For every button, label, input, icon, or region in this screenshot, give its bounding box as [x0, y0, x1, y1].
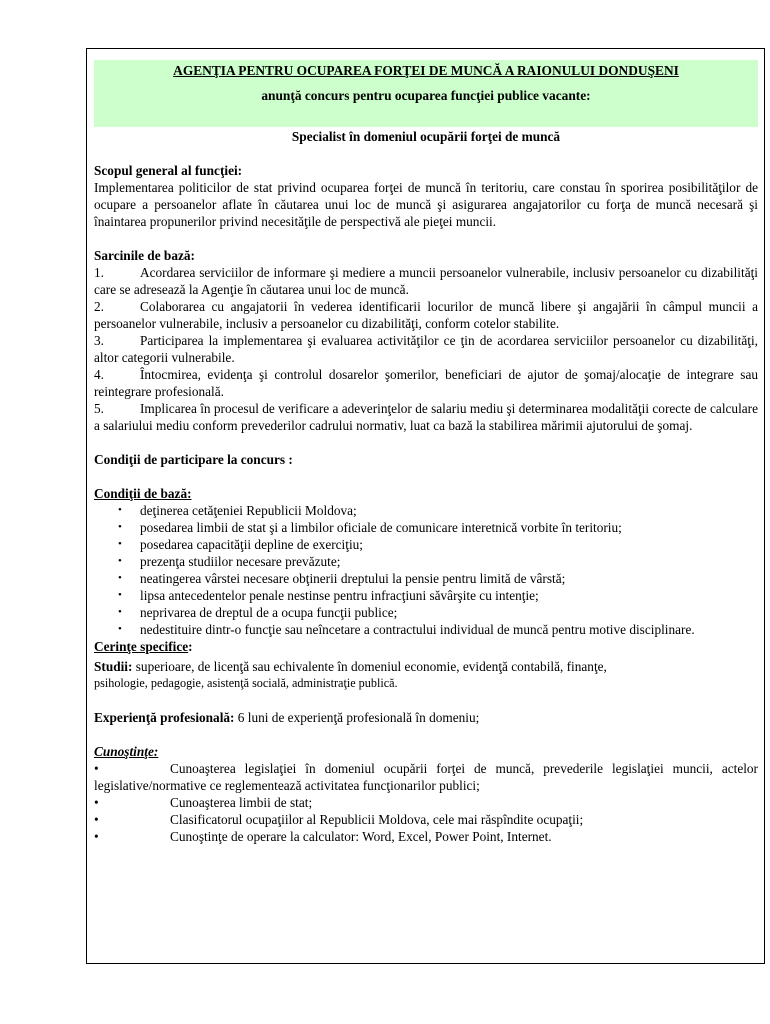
task-item: 1. Acordarea serviciilor de informare şi mediere a muncii persoanelor vulnerabile, inclusiv persoanelor cu dizabilităţi care se adresează la Agenţie în căutarea unui loc de muncă.: [94, 265, 758, 297]
knowledge-item: • Cunoştinţe de operare la calculator: Word, Excel, Power Point, Internet.: [94, 829, 552, 844]
knowledge-list: [94, 760, 758, 845]
studies-requirement: [94, 658, 758, 692]
purpose-text: Implementarea politicilor de stat privind ocuparea forţei de muncă în teritoriu, care constau în sporirea posibilităţilor de ocupare a persoanelor aflate în căutarea unui loc de muncă şi asigurarea angajatorilor cu forţa de muncă necesară şi înaintarea propunerilor privind necesităţile de perspectivă ale pieţei muncii.: [94, 180, 758, 229]
condition-item: • deţinerea cetăţeniei Republicii Moldova;: [118, 502, 758, 519]
knowledge-title: Cunoştinţe:: [94, 744, 159, 759]
announcement-text: anunţă concurs pentru ocuparea funcţiei publice vacante:: [261, 88, 591, 103]
condition-item: • prezenţa studiilor necesare prevăzute;: [118, 553, 758, 570]
position-title: Specialist în domeniul ocupării forţei de muncă: [291, 129, 561, 144]
task-item: 4. Întocmirea, evidenţa şi controlul dosarelor şomerilor, beneficiari de ajutor de şomaj/alocaţie de integrare sau reintegrare profesională.: [94, 367, 758, 399]
basic-conditions-list: [94, 502, 758, 638]
bullet-icon: •: [94, 795, 99, 810]
tasks-title: Sarcinile de bază:: [94, 248, 195, 263]
studies-text-continued: psihologie, pedagogie, asistenţă socială, administraţie publică.: [94, 676, 398, 690]
knowledge-item: • Cunoaşterea limbii de stat;: [94, 795, 313, 810]
studies-label: Studii:: [94, 659, 133, 674]
condition-item: • posedarea limbii de stat şi a limbilor oficiale de comunicare interetnică vorbite în teritoriu;: [118, 519, 758, 536]
task-item: 2. Colaborarea cu angajatorii în vederea identificarii locurilor de muncă libere şi angajării în câmpul muncii a persoanelor vulnerabile, inclusiv a persoanelor cu dizabilităţi, conform cotelor stabilite.: [94, 299, 758, 331]
bullet-icon: •: [94, 812, 99, 827]
specific-requirements-title: Cerinţe specifice: [94, 639, 189, 654]
knowledge-item: • Cunoaşterea legislaţiei în domeniul ocupării forţei de muncă, prevederile legislaţiei muncii, actelor legislative/normative ce reglementează activitatea funcţionarilor publici;: [94, 761, 758, 793]
task-item: 3. Participarea la implementarea şi evaluarea activităţilor ce ţin de acordarea serviciilor persoanelor cu dizabilităţi, altor categorii vulnerabile.: [94, 333, 758, 365]
experience-text: 6 luni de experienţă profesională în domeniu;: [234, 710, 480, 725]
condition-item: • lipsa antecedentelor penale nestinse pentru infracţiuni săvârşite cu intenţie;: [118, 587, 758, 604]
condition-item: • neprivarea de dreptul de a ocupa funcţii publice;: [118, 604, 758, 621]
bullet-icon: •: [94, 761, 99, 776]
tasks-list: [94, 264, 758, 434]
task-item: 5. Implicarea în procesul de verificare a adeverinţelor de salariu mediu şi determinarea modalităţii corecte de calculare a salariului mediu conform prevederilor cadrului normativ, luat ca bază la stabilirea mărimii ajutorului de şomaj.: [94, 401, 758, 433]
basic-conditions-title: Condiţii de bază:: [94, 486, 192, 501]
purpose-title: Scopul general al funcţiei:: [94, 163, 243, 178]
condition-item: • neatingerea vârstei necesare obţinerii dreptului la pensie pentru limită de vârstă;: [118, 570, 758, 587]
condition-item: • nedestituire dintr-o funcţie sau neîncetare a contractului individual de muncă pentru motive disciplinare.: [118, 621, 758, 638]
condition-item: • posedarea capacităţii depline de exerciţiu;: [118, 536, 758, 553]
bullet-icon: •: [94, 829, 99, 844]
agency-title: AGENŢIA PENTRU OCUPAREA FORŢEI DE MUNCĂ A RAIONULUI DONDUŞENI: [173, 63, 679, 78]
document-content: [94, 126, 758, 845]
specific-requirements-heading: Cerinţe specifice:: [94, 639, 193, 654]
knowledge-item: • Clasificatorul ocupaţiilor al Republicii Moldova, cele mai răspîndite ocupaţii;: [94, 812, 584, 827]
experience-label: Experienţă profesională:: [94, 710, 235, 725]
participation-title: Condiţii de participare la concurs :: [94, 452, 293, 467]
experience-requirement: [94, 709, 758, 726]
studies-text: superioare, de licenţă sau echivalente în domeniul economie, evidenţă contabilă, finanţe,: [132, 659, 607, 674]
